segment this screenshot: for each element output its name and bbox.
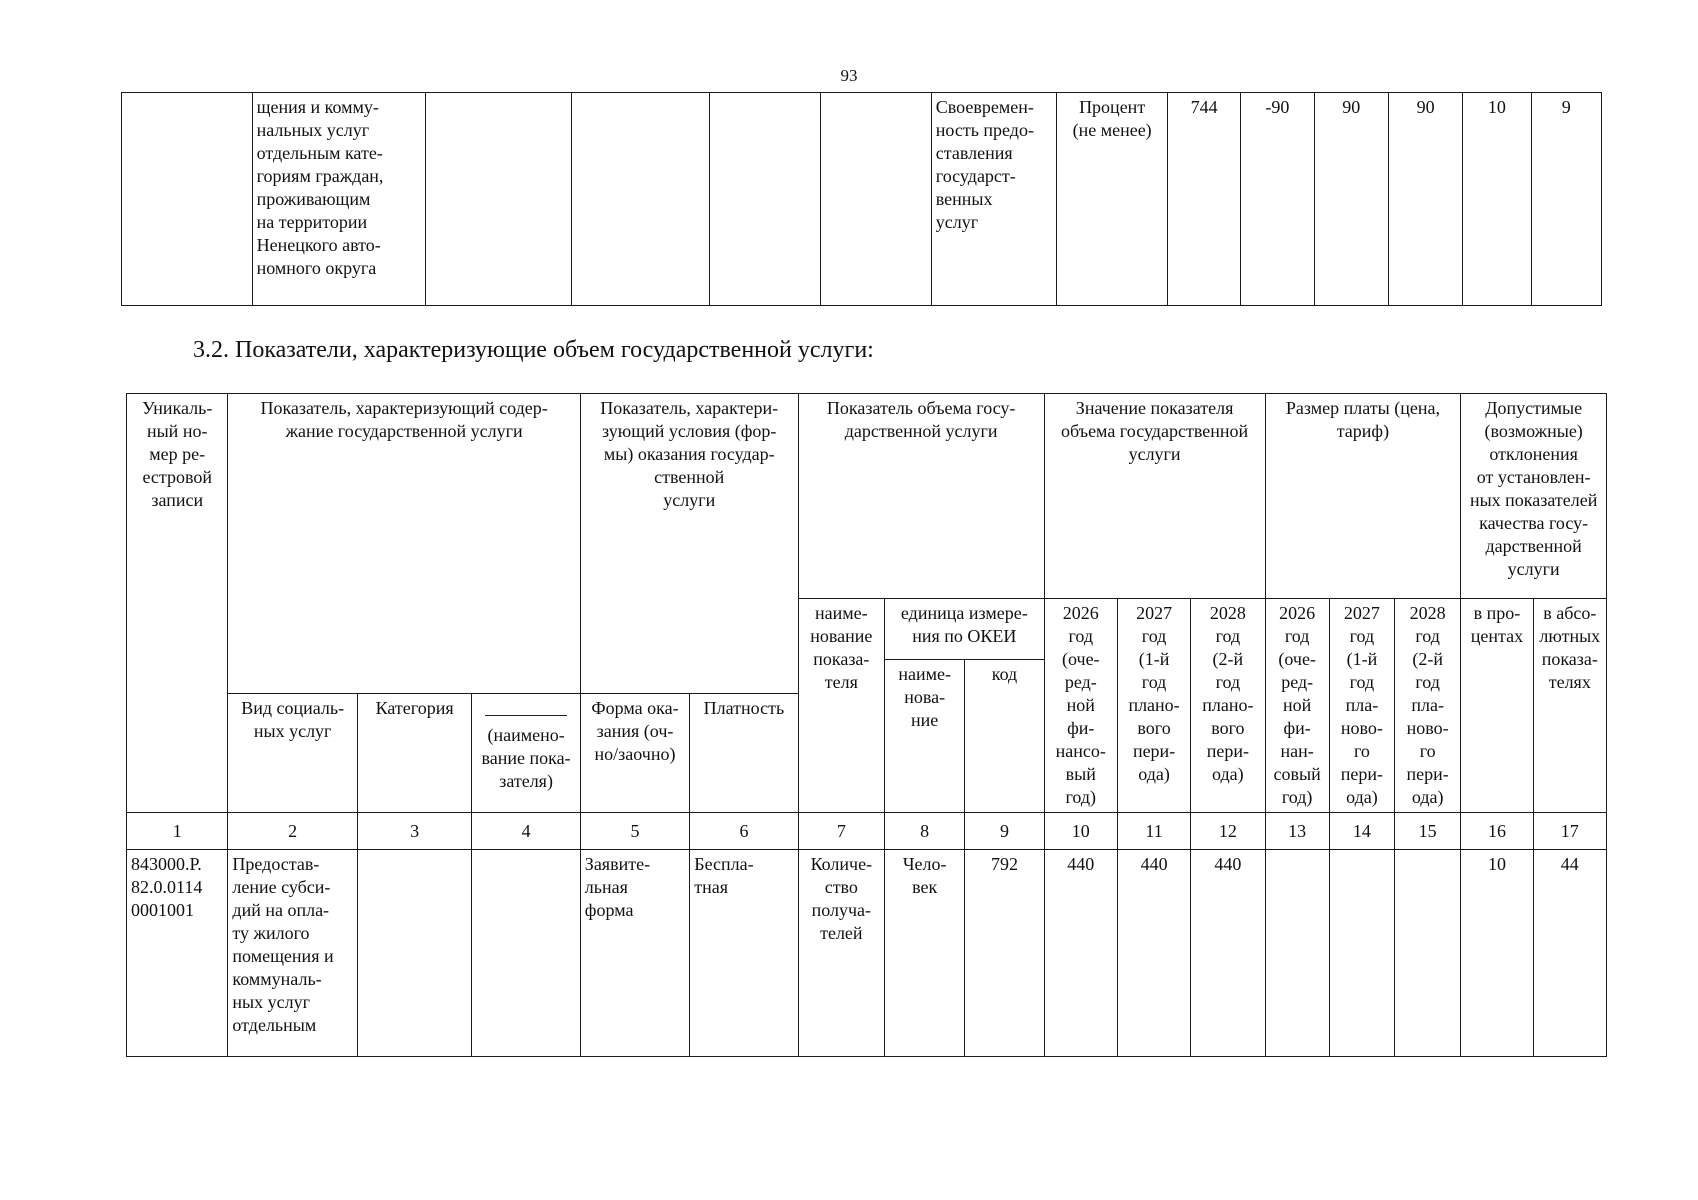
column-number: 10 (1044, 813, 1117, 850)
header-volume-indicator: Показатель объема госу- дарственной услуги (798, 394, 1044, 599)
column-numbers-row (127, 813, 1607, 850)
header-okei-name: наиме- нова- ние (885, 660, 965, 813)
volume-indicators-table (126, 393, 1607, 1057)
header-placeholder-text: (наимено- вание пока- зателя) (481, 725, 571, 791)
column-number: 9 (965, 813, 1044, 850)
table-cell (709, 93, 821, 306)
column-number: 12 (1191, 813, 1265, 850)
table-cell: 9 (1531, 93, 1601, 306)
table-cell: Чело- век (885, 850, 965, 1057)
table-cell: 90 (1388, 93, 1462, 306)
header-in-percent: в про- центах (1461, 599, 1533, 813)
table-cell (572, 93, 710, 306)
table-cell (122, 93, 253, 306)
column-number: 15 (1395, 813, 1461, 850)
column-number: 16 (1461, 813, 1533, 850)
table-cell (472, 850, 580, 1057)
table-cell: 792 (965, 850, 1044, 1057)
table-cell (1395, 850, 1461, 1057)
column-number: 2 (228, 813, 358, 850)
table-cell: 843000.Р. 82.0.0114 0001001 (127, 850, 228, 1057)
table-cell: Бесплa- тная (690, 850, 798, 1057)
table-cell (426, 93, 572, 306)
table-cell: Предостав- ление субси- дий на опла- ту жилого помещения и коммуналь- ных услуг отдельным (228, 850, 358, 1057)
header-in-absolute: в абсо- лютных показа- телях (1533, 599, 1606, 813)
table-cell (1329, 850, 1394, 1057)
column-number: 17 (1533, 813, 1606, 850)
header-conditions-indicator: Показатель, характери- зующий условия (фор- мы) оказания государ- ственной услуги (580, 394, 798, 694)
header-volume-value: Значение показателя объема государственной услуги (1044, 394, 1265, 599)
header-row (127, 394, 1607, 599)
header-2026-volume: 2026 год (оче- ред- ной фи- нансо- вый год) (1044, 599, 1117, 813)
quality-indicators-table-continuation (121, 92, 1602, 306)
column-number: 6 (690, 813, 798, 850)
table-cell: Количе- ство получа- телей (798, 850, 884, 1057)
header-2027-volume: 2027 год (1-й год плано- вого пери- ода) (1117, 599, 1190, 813)
header-indicator-name: наиме- нование показа- теля (798, 599, 884, 813)
table-cell: 10 (1463, 93, 1531, 306)
section-heading: 3.2. Показатели, характеризующие объем государственной услуги: (193, 337, 874, 363)
header-2026-fee: 2026 год (оче- ред- ной фи- нан- совый год) (1265, 599, 1329, 813)
table-cell (357, 850, 471, 1057)
table-row (122, 93, 1602, 306)
header-form: Форма ока- зания (оч- но/заочно) (580, 694, 689, 813)
column-number: 5 (580, 813, 689, 850)
column-number: 3 (357, 813, 471, 850)
column-number: 1 (127, 813, 228, 850)
blank-line (485, 697, 567, 716)
column-number: 4 (472, 813, 580, 850)
column-number: 13 (1265, 813, 1329, 850)
column-number: 7 (798, 813, 884, 850)
header-service-type: Вид социаль- ных услуг (228, 694, 358, 813)
page-number: 93 (840, 66, 858, 85)
header-fee: Размер платы (цена, тариф) (1265, 394, 1461, 599)
header-deviations: Допустимые (возможные) отклонения от установлен- ных показателей качества госу- дарственной услуги (1461, 394, 1607, 599)
header-content-indicator: Показатель, характеризующий содер- жание государственной услуги (228, 394, 580, 694)
table-cell: 44 (1533, 850, 1606, 1057)
header-payment: Платность (690, 694, 798, 813)
table-cell: 90 (1314, 93, 1388, 306)
column-number: 8 (885, 813, 965, 850)
header-indicator-name-placeholder (472, 694, 580, 813)
table-cell: -90 (1241, 93, 1314, 306)
table-row (127, 850, 1607, 1057)
header-unique-number: Уникаль- ный но- мер ре- естровой записи (127, 394, 228, 813)
table-cell: 10 (1461, 850, 1533, 1057)
table-cell: 744 (1167, 93, 1240, 306)
header-okei-unit: единица измере- ния по ОКЕИ (885, 599, 1045, 660)
table-cell: 440 (1191, 850, 1265, 1057)
table-cell: Заявите- льная форма (580, 850, 689, 1057)
header-2027-fee: 2027 год (1-й год пла- ново- го пери- ода) (1329, 599, 1394, 813)
table-cell: 440 (1044, 850, 1117, 1057)
table-cell: Процент (не менее) (1057, 93, 1168, 306)
header-2028-fee: 2028 год (2-й год пла- ново- го пери- ода) (1395, 599, 1461, 813)
header-2028-volume: 2028 год (2-й год плано- вого пери- ода) (1191, 599, 1265, 813)
header-okei-code: код (965, 660, 1044, 813)
table-cell: Своевремен- ность предо- ставления государст- венных услуг (931, 93, 1057, 306)
header-category: Категория (357, 694, 471, 813)
table-cell (1265, 850, 1329, 1057)
table-cell: щения и комму- нальных услуг отдельным кате- гориям граждан, проживающим на территории Ненецкого авто- номного округа (252, 93, 426, 306)
table-cell (821, 93, 932, 306)
table-cell: 440 (1117, 850, 1190, 1057)
column-number: 11 (1117, 813, 1190, 850)
column-number: 14 (1329, 813, 1394, 850)
